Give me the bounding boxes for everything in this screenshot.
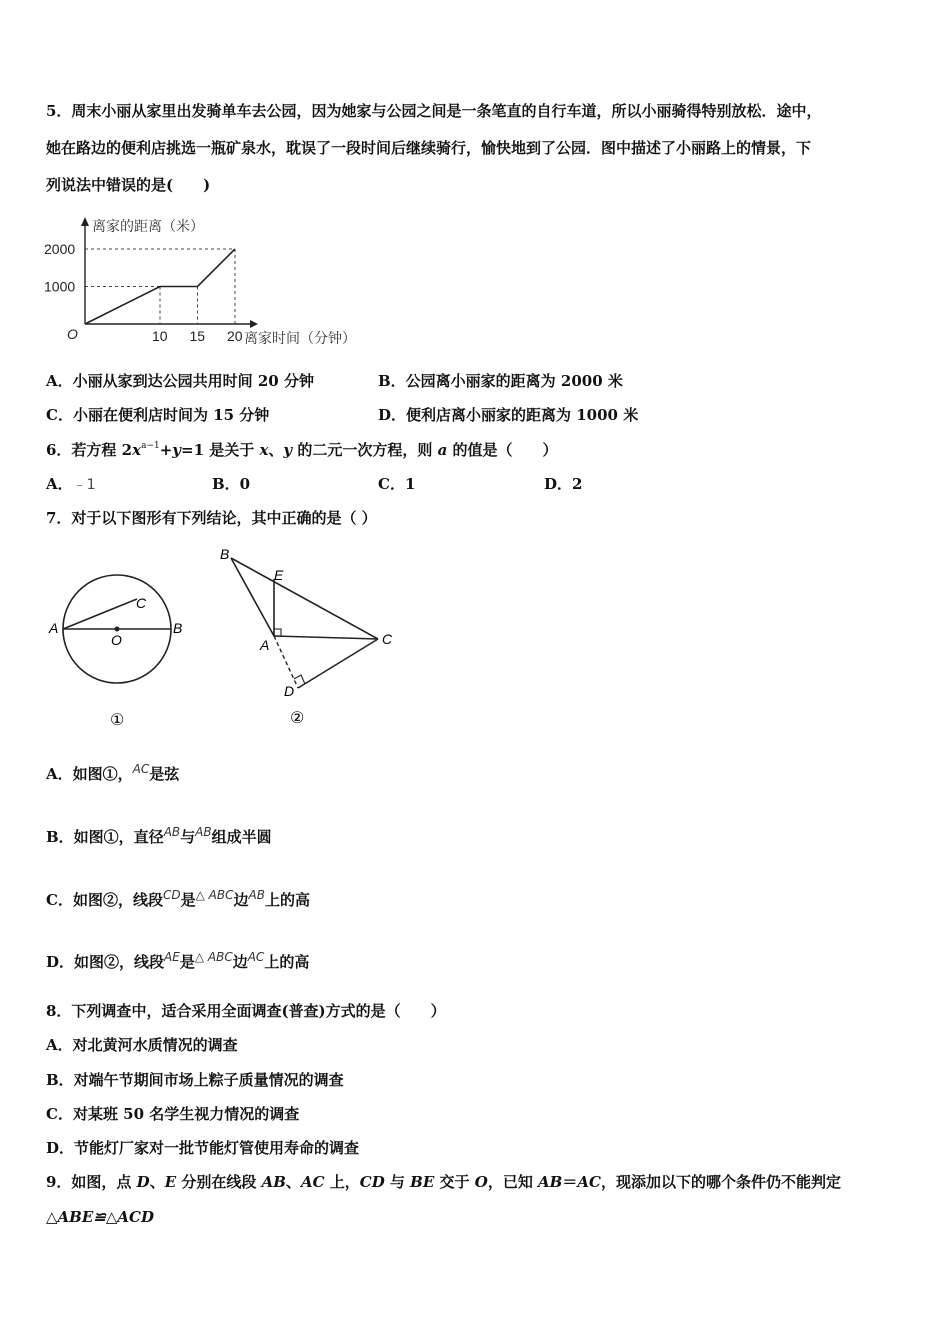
q5-option-a[interactable]: A．小丽从家到达公园共用时间 20 分钟 — [46, 372, 314, 390]
q5-text-line-1: 5．周末小丽从家里出发骑单车去公园，因为她家与公园之间是一条笔直的自行车道，所以小丽骑得特别放松．途中， — [46, 102, 822, 120]
q5-text-line-2: 她在路边的便利店挑选一瓶矿泉水，耽误了一段时间后继续骑行，愉快地到了公园．图中描述了小丽路上的情景，下 — [46, 139, 812, 157]
label-d: D — [284, 683, 295, 699]
q8-stem: 8．下列调查中，适合采用全面调查(普查)方式的是（ ） — [46, 1002, 446, 1020]
q7-stem: 7．对于以下图形有下列结论，其中正确的是（ ） — [46, 509, 377, 527]
label-e: E — [274, 567, 284, 583]
q7-option-c[interactable]: C．如图②，线段$^{CD}$是$^{\triangle ABC}$边$^{AB}$上的高 — [46, 888, 310, 909]
q5-option-b[interactable]: B．公园离小丽家的距离为 2000 米 — [378, 372, 623, 390]
distance-time-chart — [40, 210, 400, 355]
label-b: B — [173, 620, 183, 636]
q9-stem-line-1: 9．如图，点 D、E 分别在线段 AB、AC 上，CD 与 BE 交于 O，已知 AB＝AC，现添加以下的哪个条件仍不能判定 — [46, 1173, 841, 1191]
q7-option-a[interactable]: A．如图①，$^{AC}$是弦 — [46, 762, 180, 783]
segment-cd — [298, 639, 378, 688]
x-axis-arrow — [250, 320, 258, 328]
figure-2-triangle — [210, 540, 410, 735]
q5-option-c[interactable]: C．小丽在便利店时间为 15 分钟 — [46, 406, 270, 424]
q5-text-line-3: 列说法中错误的是( ) — [46, 176, 211, 194]
y-tick-2000: 2000 — [44, 241, 76, 257]
y-axis-title: 离家的距离（米） — [92, 218, 204, 234]
side-ac — [274, 636, 378, 639]
x-axis-title: 离家时间（分钟） — [244, 330, 356, 346]
q6-option-b[interactable]: B．0 — [212, 475, 251, 493]
q8-option-c[interactable]: C．对某班 50 名学生视力情况的调查 — [46, 1105, 300, 1123]
label-c: C — [136, 595, 147, 611]
label-a: A — [260, 637, 270, 653]
q8-option-a[interactable]: A．对北黄河水质情况的调查 — [46, 1036, 238, 1054]
q7-option-d[interactable]: D．如图②，线段$^{AE}$是$^{\triangle ABC}$边$^{AC}$上的高 — [46, 950, 310, 971]
figure-1-circle — [40, 568, 200, 733]
q7-option-b[interactable]: B．如图①，直径$^{AB}$与$^{AB}$组成半圆 — [46, 825, 272, 846]
segment-ac — [63, 599, 137, 629]
figure-2-caption: ② — [290, 710, 305, 727]
q6-option-c[interactable]: C．1 — [378, 475, 416, 493]
figure-1-caption: ① — [110, 712, 125, 729]
q6-option-d[interactable]: D．2 — [544, 475, 583, 493]
x-tick-10: 10 — [152, 328, 168, 344]
x-tick-20: 20 — [227, 328, 243, 344]
label-b: B — [220, 546, 230, 562]
extension-ad — [274, 636, 298, 688]
center-point — [115, 627, 120, 632]
label-a: A — [49, 620, 59, 636]
q5-option-d[interactable]: D．便利店离小丽家的距离为 1000 米 — [378, 406, 639, 424]
q8-option-d[interactable]: D．节能灯厂家对一批节能灯管使用寿命的调查 — [46, 1139, 360, 1157]
y-tick-1000: 1000 — [44, 278, 76, 295]
x-tick-15: 15 — [189, 328, 206, 344]
label-o: O — [111, 632, 122, 648]
q8-option-b[interactable]: B．对端午节期间市场上粽子质量情况的调查 — [46, 1071, 344, 1089]
y-axis-arrow — [81, 217, 89, 226]
q9-stem-line-2: △ABE≌△ACD — [46, 1208, 154, 1226]
q6-option-a[interactable]: A．﹣1 — [46, 475, 96, 493]
label-c: C — [382, 631, 393, 647]
right-angle-a — [274, 629, 281, 636]
q6-stem: 6．若方程 $2x^{a-1}+y=1$ 是关于 x、y 的二元一次方程，则 a 的值是（ ） — [46, 441, 558, 459]
origin-label: O — [67, 326, 78, 342]
